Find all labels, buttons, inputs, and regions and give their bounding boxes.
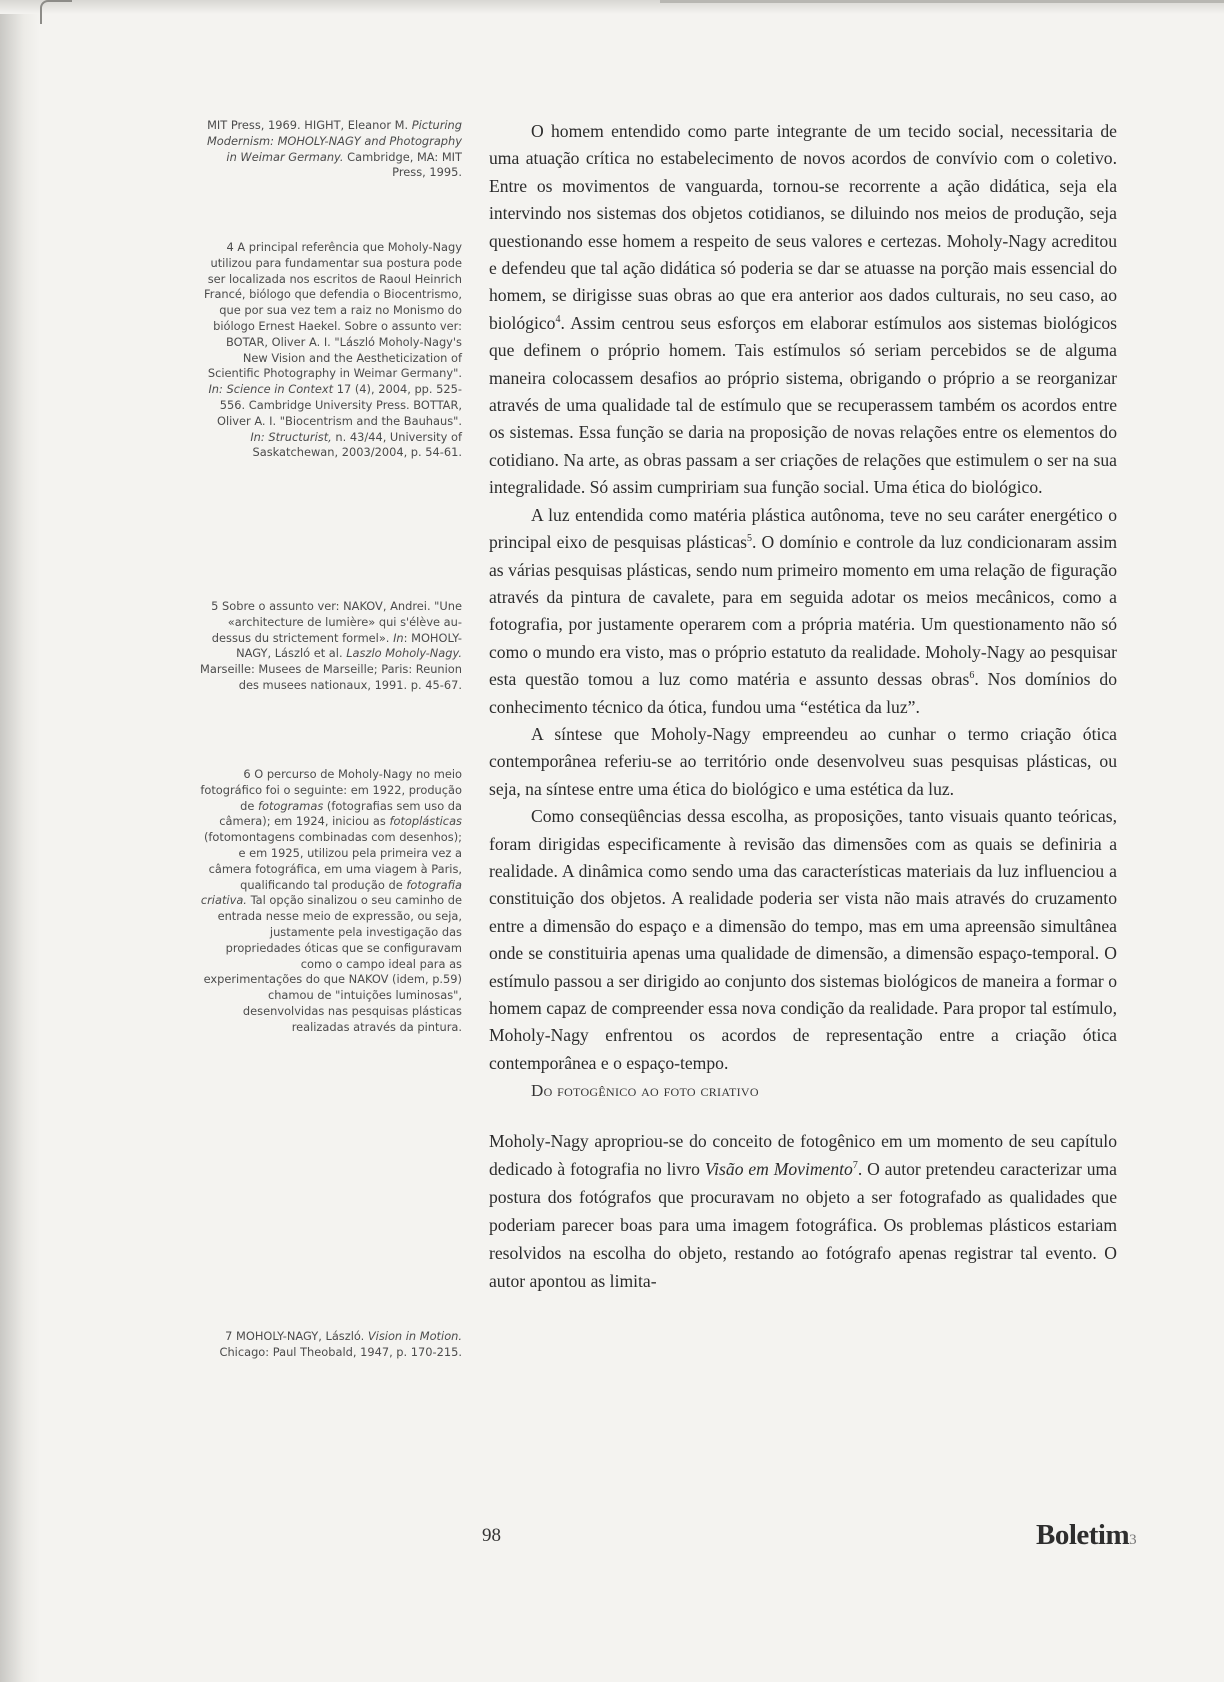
paragraph-text: . Nos domínios do conhecimento técnico da ótica, fundou uma “estética da luz”.: [489, 669, 1117, 717]
footnote-italic: In: [393, 630, 404, 645]
footnote-italic: fotogramas: [257, 798, 324, 813]
footnote-text: Tal opção sinalizou o seu caminho de entrada nesse meio de expressão, ou seja, justamente pela investigação das propriedades óticas que se configuravam como o campo ideal para as experimentações do que NAKOV (idem, p.59) chamou de "intuições luminosas", desenvolvidas nas pesquisas plásticas realizadas através da pintura.: [203, 893, 462, 1034]
footnote-text: 5 Sobre o assunto ver: NAKOV, Andrei. "Une «architecture de lumière» qui s'élève au-dessus du strictement formel».: [211, 599, 462, 645]
page-number: 98: [482, 1525, 501, 1546]
footnote-ref-5: 5: [747, 533, 752, 545]
footnote-italic: In: Structurist,: [250, 429, 332, 444]
paragraph-2: [489, 502, 1117, 721]
footnote-text: Chicago: Paul Theobald, 1947, p. 170-215.: [219, 1344, 462, 1359]
footnote-4: [200, 240, 462, 461]
footnote-text: n. 43/44, University of Saskatchewan, 2003/2004, p. 54-61.: [252, 429, 462, 460]
footnote-italic: fotografia criativa.: [200, 877, 462, 908]
footnote-ref-4: 4: [555, 313, 561, 325]
main-text-column: [489, 118, 1117, 1295]
footnote-5: [200, 599, 462, 694]
footnote-text: 4 A principal referência que Moholy-Nagy utilizou para fundamentar sua postura pode ser localizada nos escritos de Raoul Heinrich Francé, biólogo que defendia o Biocentrismo, que por sua vez tem a raiz no Monismo do biólogo Ernest Haekel. Sobre o assunto ver: BOTAR, Oliver A. I. "László Moholy-Nagy's New Vision and the Aestheticization of Scientific Photography in Weimar Germany".: [204, 240, 462, 381]
journal-logo: [1036, 1519, 1136, 1552]
paragraph-5: [489, 1127, 1117, 1295]
footnote-6: [200, 767, 462, 1036]
footnote-text: MIT Press, 1969. HIGHT, Eleanor M.: [207, 118, 409, 132]
section-heading: Do fotogênico ao foto criativo: [531, 1081, 759, 1101]
paragraph-text: . O domínio e controle da luz condicionaram assim as várias pesquisas plásticas, sendo num primeiro momento em uma relação de figuração através da pintura de cavalete, para em seguida adotar os meios mecânicos, como a fotografia, por justamente operarem com a própria matéria. Um questionamento não só como o mundo era visto, mas o próprio estatuto da realidade. Moholy-Nagy ao pesquisar esta questão tomou a luz como matéria e assunto dessas obras: [489, 532, 1118, 690]
footnote-ref-7: 7: [852, 1159, 858, 1171]
footnote-italic: Picturing Modernism: MOHOLY-NAGY and Photography in Weimar Germany.: [206, 118, 462, 164]
page-top-edge: [660, 0, 1224, 3]
footnote-italic: Laszlo Moholy-Nagy.: [346, 646, 462, 661]
footnote-7: [200, 1329, 462, 1361]
footnote-text: 7 MOHOLY-NAGY, László.: [225, 1329, 365, 1343]
footnote-3-continuation: [200, 118, 462, 181]
footnote-text: 17 (4), 2004, pp. 525-556. Cambridge University Press. BOTTAR, Oliver A. I. "Biocentrism and the Bauhaus".: [216, 382, 462, 428]
footnote-text: Cambridge, MA: MIT Press, 1995.: [347, 149, 462, 180]
journal-issue: 3: [1129, 1532, 1137, 1548]
book-title: Visão em Movimento: [704, 1158, 853, 1179]
paragraph-3: A síntese que Moholy-Nagy empreendeu ao cunhar o termo criação ótica contemporânea referiu-se ao território onde desenvolveu suas pesquisas plásticas, ou seja, na síntese entre uma ética do biológico e uma estética da luz.: [489, 723, 1117, 799]
paragraph-text: Moholy-Nagy apropriou-se do conceito de fotogênico em um momento de seu capítulo dedicado à fotografia no livro: [489, 1130, 1117, 1179]
footnote-ref-6: 6: [969, 670, 975, 682]
page-gutter-shadow: [0, 0, 40, 1682]
paragraph-text: . O autor pretendeu caracterizar uma postura dos fotógrafos que procuravam no objeto a ser fotografado as qualidades que poderiam parecer boas para uma imagem fotográfica. Os problemas plásticos estariam resolvidos na escolha do objeto, restando ao fotógrafo apenas registrar tal evento. O autor apontou as limita-: [489, 1158, 1117, 1291]
footnote-italic: Vision in Motion.: [367, 1329, 462, 1343]
page-corner-mark: [40, 0, 72, 24]
footnote-italic: fotoplásticas: [389, 814, 462, 829]
paragraph-text: . Assim centrou seus esforços em elaborar estímulos aos sistemas biológicos que definem o próprio homem. Tais estímulos só seriam percebidos se de alguma maneira colocassem desafios ao próprio sistema, obrigando o próprio a se reorganizar através de uma qualidade tal de estímulo que se recuperassem também os acordos entre os sistemas. Essa função se daria na proposição de novas relações entre os elementos do cotidiano. Na arte, as obras passam a ser criações de relações que estimulem o ser na sua integralidade. Só assim cumpririam sua função social. Uma ética do biológico.: [489, 312, 1117, 498]
paragraph-4: Como conseqüências dessa escolha, as proposições, tanto visuais quanto teóricas, foram dirigidas especificamente à revisão das dimensões com as quais se definiria a realidade. A dinâmica como sendo uma das características materiais da luz influenciou a constituição dos objetos. A realidade poderia ser vista não mais através do cruzamento entre a dimensão do espaço e a dimensão do tempo, mas em uma apreensão simultânea onde se constituiria apenas uma qualidade de dimensão, a dimensão espaço-temporal. O estímulo passou a ser dirigido ao conjunto dos sistemas biológicos de maneira a formar o homem capaz de compreender essa nova condição da realidade. Para propor tal estímulo, Moholy-Nagy enfrentou os acordos de representação entre a criação ótica contemporânea e o espaço-tempo.: [489, 806, 1117, 1073]
footnote-text: (fotografias sem uso da câmera); em 1924, iniciou as: [219, 798, 462, 829]
footnote-italic: In: Science in Context: [208, 382, 334, 397]
footnote-text: Marseille: Musees de Marseille; Paris: Reunion des musees nationaux, 1991. p. 45-67.: [200, 662, 462, 692]
footnote-text: (fotomontagens combinadas com desenhos); e em 1925, utilizou pela primeira vez a câmera fotográfica, em uma viagem à Paris, qualificando tal produção de: [203, 830, 462, 892]
paragraph-1: [489, 118, 1117, 502]
footnote-text: : MOHOLY-NAGY, László et al.: [236, 630, 462, 661]
footnote-text: 6 O percurso de Moholy-Nagy no meio fotográfico foi o seguinte: em 1922, produção de: [200, 767, 462, 813]
journal-name: Boletim: [1036, 1519, 1130, 1551]
paragraph-text: A luz entendida como matéria plástica autônoma, teve no seu caráter energético o principal eixo de pesquisas plásticas: [489, 504, 1117, 553]
paragraph-text: O homem entendido como parte integrante de um tecido social, necessitaria de uma atuação crítica no estabelecimento de novos acordos de convívio com o coletivo. Entre os movimentos de vanguarda, tornou-se recorrente a ação didática, seja ela intervindo nos sistemas dos objetos cotidianos, se diluindo nos meios de produção, seja questionando esse homem a respeito de seus valores e certezas. Moholy-Nagy acreditou e defendeu que tal ação didática só poderia se dar se atuasse na porção mais essencial do homem, se dirigisse suas obras ao que era anterior aos dados culturais, no seu caso, ao biológico: [489, 121, 1117, 333]
